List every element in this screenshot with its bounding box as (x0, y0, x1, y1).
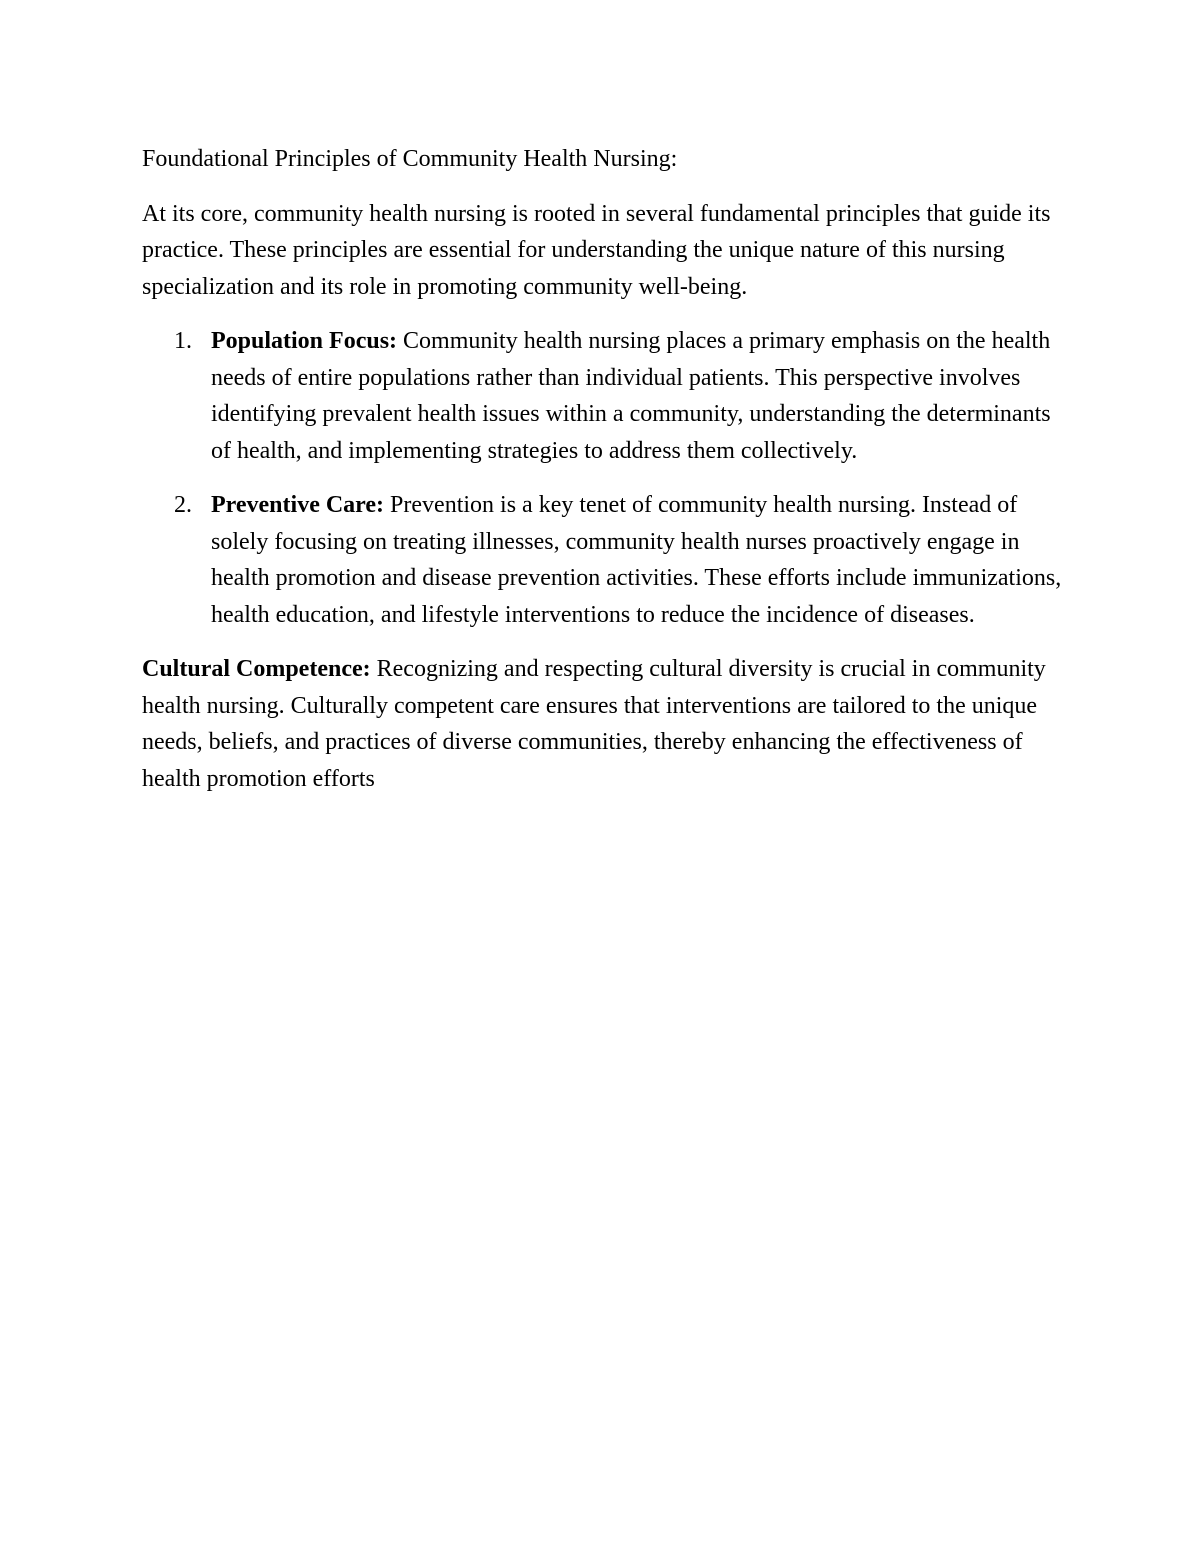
list-item-population-focus (142, 323, 1064, 469)
intro-paragraph: At its core, community health nursing is rooted in several fundamental principles that guide its practice. These principles are essential for understanding the unique nature of this nursing specialization and its role in promoting community well-being. (142, 200, 1051, 300)
cultural-competence-text: Recognizing and respecting cultural diversity is crucial in community health nursing. Culturally competent care ensures that interventions are tailored to the unique needs, beliefs, and practices of diverse communities, thereby enhancing the effectiveness of health promotion efforts (142, 656, 1046, 792)
document-body (142, 141, 1064, 815)
list-item-text: Prevention is a key tenet of community health nursing. Instead of solely focusing on treating illnesses, community health nurses proactively engage in health promotion and disease prevention activities. These efforts include immunizations, health education, and lifestyle interventions to reduce the incidence of diseases. (211, 492, 1062, 628)
list-item-term: Preventive Care: (211, 492, 385, 518)
list-item-preventive-care (142, 487, 1064, 633)
list-number: 1. (174, 328, 192, 354)
list-item-term: Population Focus: (211, 328, 398, 354)
list-item-text: Community health nursing places a primary emphasis on the health needs of entire populations rather than individual patients. This perspective involves identifying prevalent health issues within a community, understanding the determinants of health, and implementing strategies to address them collectively. (211, 328, 1051, 464)
document-title: Foundational Principles of Community Health Nursing: (142, 146, 678, 172)
principles-list (142, 323, 1064, 633)
cultural-competence-term: Cultural Competence: (142, 656, 371, 682)
cultural-competence-paragraph (142, 651, 1064, 797)
list-number: 2. (174, 492, 192, 518)
